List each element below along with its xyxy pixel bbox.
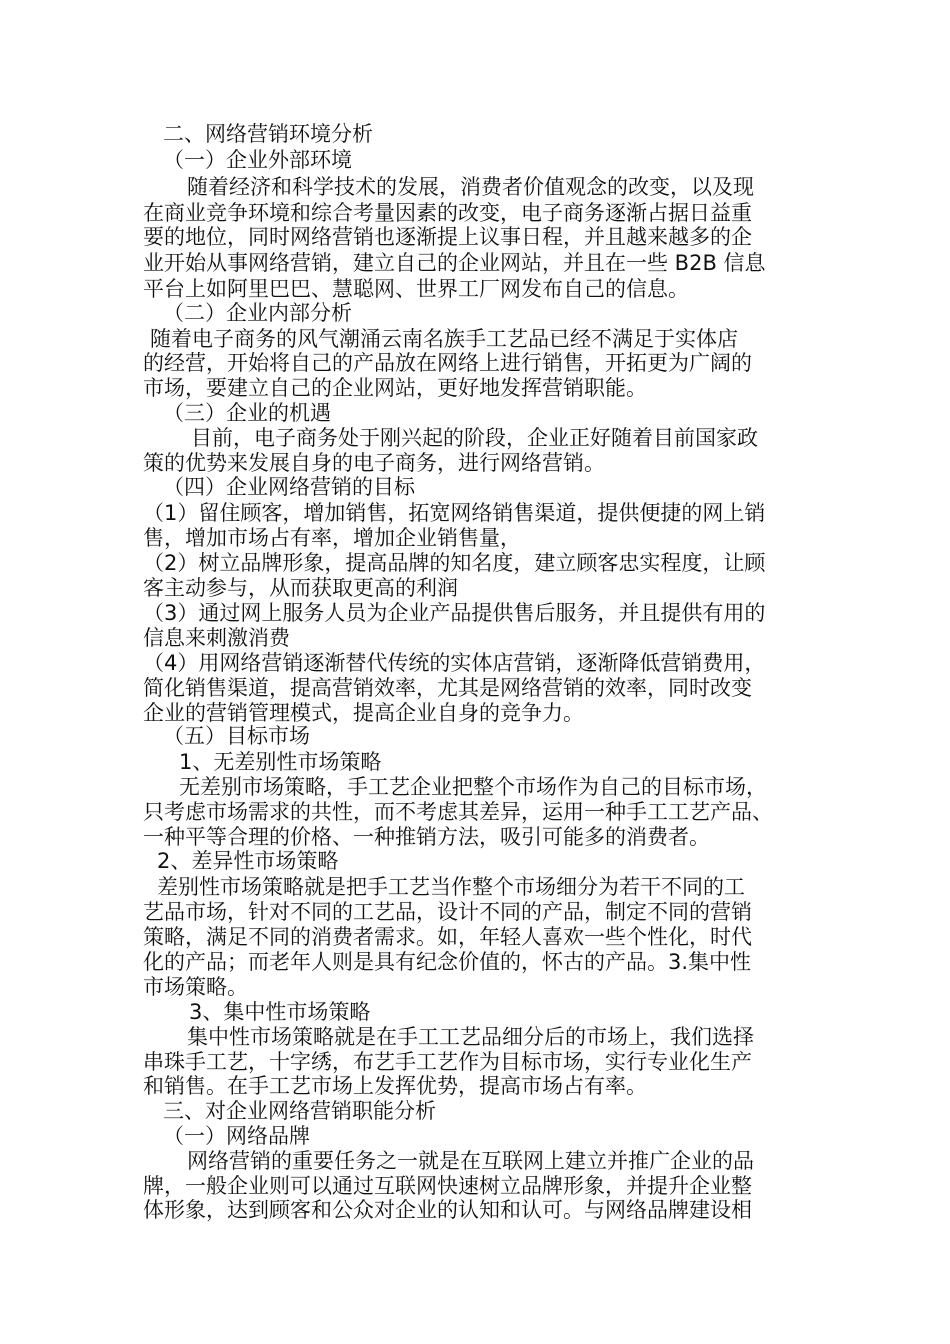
text-line: 化的产品；而老年人则是具有纪念价值的，怀古的产品。3.集中性 <box>143 950 752 974</box>
text-line: 体形象，达到顾客和公众对企业的认知和认可。与网络品牌建设相 <box>143 1198 752 1222</box>
text-line: 业开始从事网络营销，建立自己的企业网站，并且在一些 B2B 信息 <box>143 251 766 275</box>
text-line: 信息来刺激消费 <box>143 626 290 650</box>
subheading-4: （四）企业网络营销的目标 <box>163 475 415 499</box>
section-heading-3: 三、对企业网络营销职能分析 <box>163 1099 436 1123</box>
text-line: 的经营，开始将自己的产品放在网络上进行销售，开拓更为广阔的 <box>143 351 752 375</box>
text-line: 市场策略。 <box>143 975 248 999</box>
text-line: 艺品市场，针对不同的工艺品，设计不同的产品，制定不同的营销 <box>143 900 752 924</box>
text-line: 牌，一般企业则可以通过互联网快速树立品牌形象，并提升企业整 <box>143 1174 752 1198</box>
text-line: 简化销售渠道，提高营销效率，尤其是网络营销的效率，同时改变 <box>143 676 752 700</box>
subsection-heading-2: 2、差异性市场策略 <box>157 849 339 873</box>
text-line: 在商业竞争环境和综合考量因素的改变，电子商务逐渐占据日益重 <box>143 201 752 225</box>
text-line: 集中性市场策略就是在手工工艺品细分后的市场上，我们选择 <box>187 1025 754 1049</box>
text-line: 随着电子商务的风气潮涌云南名族手工艺品已经不满足于实体店 <box>150 327 738 351</box>
list-item: （3）通过网上服务人员为企业产品提供售后服务，并且提供有用的 <box>143 601 766 625</box>
subheading-1: （一）网络品牌 <box>163 1124 310 1148</box>
text-line: 售，增加市场占有率，增加企业销售量， <box>143 526 521 550</box>
text-line: 平台上如阿里巴巴、慧聪网、世界工厂网发布自己的信息。 <box>143 277 689 301</box>
text-line: 客主动参与，从而获取更高的利润 <box>143 576 458 600</box>
text-line: 无差别市场策略，手工艺企业把整个市场作为自己的目标市场， <box>179 775 767 799</box>
subsection-heading-1: 1、无差别性市场策略 <box>179 750 382 774</box>
text-line: 企业的营销管理模式，提高企业自身的竞争力。 <box>143 701 584 725</box>
text-line: 要的地位，同时网络营销也逐渐提上议事日程，并且越来越多的企 <box>143 225 752 249</box>
text-line: 和销售。在手工艺市场上发挥优势，提高市场占有率。 <box>143 1074 647 1098</box>
subheading-2: （二）企业内部分析 <box>163 301 352 325</box>
subheading-5: （五）目标市场 <box>163 724 310 748</box>
text-line: 只考虑市场需求的共性，而不考虑其差异，运用一种手工工艺产品、 <box>143 800 773 824</box>
list-item: （4）用网络营销逐渐替代传统的实体店营销，逐渐降低营销费用， <box>143 651 766 675</box>
text-line: 差别性市场策略就是把手工艺当作整个市场细分为若干不同的工 <box>157 875 745 899</box>
text-line: 策的优势来发展自身的电子商务，进行网络营销。 <box>143 451 605 475</box>
subheading-1: （一）企业外部环境 <box>163 148 352 172</box>
section-heading-2: 二、网络营销环境分析 <box>163 122 373 146</box>
text-line: 随着经济和科学技术的发展，消费者价值观念的改变，以及现 <box>187 175 754 199</box>
list-item: （2）树立品牌形象，提高品牌的知名度，建立顾客忠实程度，让顾 <box>143 551 766 575</box>
subsection-heading-3: 3、集中性市场策略 <box>189 1000 371 1024</box>
text-line: 一种平等合理的价格、一种推销方法，吸引可能多的消费者。 <box>143 825 710 849</box>
text-line: 市场，要建立自己的企业网站，更好地发挥营销职能。 <box>143 376 647 400</box>
text-line: 网络营销的重要任务之一就是在互联网上建立并推广企业的品 <box>187 1149 754 1173</box>
subheading-3: （三）企业的机遇 <box>163 401 331 425</box>
text-line: 目前，电子商务处于刚兴起的阶段，企业正好随着目前国家政 <box>191 426 758 450</box>
text-line: 串珠手工艺，十字绣，布艺手工艺作为目标市场，实行专业化生产 <box>143 1050 752 1074</box>
text-line: 策略，满足不同的消费者需求。如，年轻人喜欢一些个性化，时代 <box>143 925 752 949</box>
list-item: （1）留住顾客，增加销售，拓宽网络销售渠道，提供便捷的网上销 <box>143 501 766 525</box>
